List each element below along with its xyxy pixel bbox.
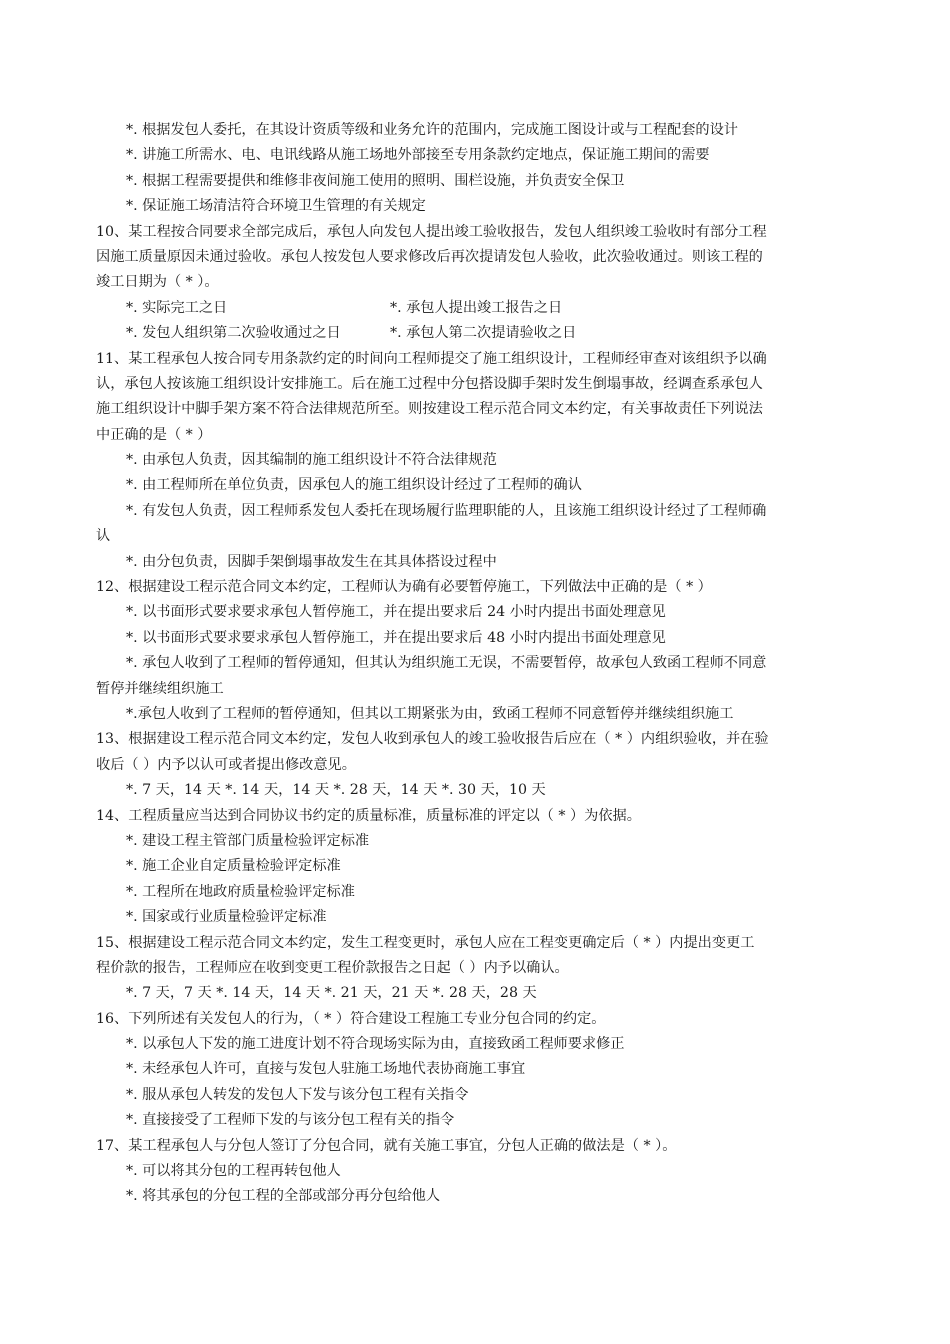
continuation-text: 暂停并继续组织施工 <box>96 680 224 697</box>
option-text: *. 根据发包人委托，在其设计资质等级和业务允许的范围内，完成施工图设计或与工程配套的设计 <box>126 122 738 138</box>
option-text: *. 发包人组织第二次验收通过之日 <box>126 325 341 342</box>
question-text: 因施工质量原因未通过验收。承包人按发包人要求修改后再次提请发包人验收，此次验收通过。则该工程的 <box>96 248 763 265</box>
option-text: *. 建设工程主管部门质量检验评定标准 <box>126 832 370 849</box>
document-page <box>0 118 950 1210</box>
option-text: *. 承包人收到了工程师的暂停通知，但其认为组织施工无误，不需要暂停，故承包人致函工程师不同意 <box>126 655 767 672</box>
question-text: 收后（ ）内予以认可或者提出修改意见。 <box>96 756 356 773</box>
option-text: *. 以承包人下发的施工进度计划不符合现场实际为由，直接致函工程师要求修正 <box>126 1036 625 1053</box>
option-text: *. 国家或行业质量检验评定标准 <box>126 909 327 926</box>
option-text: *. 工程所在地政府质量检验评定标准 <box>126 883 355 900</box>
option-text: *. 以书面形式要求要求承包人暂停施工，并在提出要求后 48 小时内提出书面处理意见 <box>126 629 666 646</box>
question-text: 15、根据建设工程示范合同文本约定，发生工程变更时，承包人应在工程变更确定后（ * ）内提出变更工 <box>96 934 755 951</box>
option-text: *. 由承包人负责，因其编制的施工组织设计不符合法律规范 <box>126 452 497 469</box>
option-text: *. 可以将其分包的工程再转包他人 <box>126 1163 341 1180</box>
continuation-text: 认 <box>96 528 111 545</box>
question-text: 12、根据建设工程示范合同文本约定，工程师认为确有必要暂停施工，下列做法中正确的是（ * ） <box>96 579 712 596</box>
option-text: *. 以书面形式要求要求承包人暂停施工，并在提出要求后 24 小时内提出书面处理意见 <box>126 604 666 621</box>
option-pair-row <box>0 296 950 321</box>
question-text: 14、工程质量应当达到合同协议书约定的质量标准，质量标准的评定以（ * ）为依据。 <box>96 807 641 824</box>
question-text: 13、根据建设工程示范合同文本约定，发包人收到承包人的竣工验收报告后应在（ * ）内组织验收，并在验 <box>96 731 769 748</box>
option-text: *.承包人收到了工程师的暂停通知，但其以工期紧张为由，致函工程师不同意暂停并继续组织施工 <box>126 705 734 722</box>
question-text: 17、某工程承包人与分包人签订了分包合同，就有关施工事宜，分包人正确的做法是（ * ）。 <box>96 1137 677 1154</box>
option-text: *. 保证施工场清洁符合环境卫生管理的有关规定 <box>126 198 426 215</box>
question-text: 16、下列所述有关发包人的行为，（ * ）符合建设工程施工专业分包合同的约定。 <box>96 1010 606 1027</box>
option-text: *. 未经承包人许可，直接与发包人驻施工场地代表协商施工事宜 <box>126 1061 526 1078</box>
option-text: *. 直接接受了工程师下发的与该分包工程有关的指令 <box>126 1112 455 1129</box>
option-text: *. 服从承包人转发的发包人下发与该分包工程有关指令 <box>126 1086 469 1103</box>
option-text: *. 根据工程需要提供和维修非夜间施工使用的照明、围栏设施，并负责安全保卫 <box>126 172 625 189</box>
option-text: *. 有发包人负责，因工程师系发包人委托在现场履行监理职能的人，且该施工组织设计经过了工程师确 <box>126 502 767 519</box>
question-text: 11、某工程承包人按合同专用条款约定的时间向工程师提交了施工组织设计，工程师经审查对该组织予以确 <box>96 350 767 367</box>
question-text: 程价款的报告，工程师应在收到变更工程价款报告之日起（ ）内予以确认。 <box>96 959 569 976</box>
option-text: *. 7 天，14 天 *. 14 天，14 天 *. 28 天，14 天 *. 30 天，10 天 <box>126 782 546 799</box>
question-text: 施工组织设计中脚手架方案不符合法律规范所至。则按建设工程示范合同文本约定，有关事故责任下列说法 <box>96 401 763 418</box>
option-text: *. 讲施工所需水、电、电讯线路从施工场地外部接至专用条款约定地点，保证施工期间的需要 <box>126 147 710 164</box>
question-text: 中正确的是（ * ） <box>96 426 212 443</box>
option-text: *. 承包人第二次提请验收之日 <box>390 325 577 342</box>
question-text: 认，承包人按该施工组织设计安排施工。后在施工过程中分包搭设脚手架时发生倒塌事故，经调查系承包人 <box>96 375 763 392</box>
option-text: *. 将其承包的分包工程的全部或部分再分包给他人 <box>126 1188 441 1205</box>
option-text: *. 7 天，7 天 *. 14 天，14 天 *. 21 天，21 天 *. 28 天，28 天 <box>126 985 537 1002</box>
option-text: *. 实际完工之日 <box>126 299 228 316</box>
question-text: 10、某工程按合同要求全部完成后，承包人向发包人提出竣工验收报告，发包人组织竣工验收时有部分工程 <box>96 223 767 240</box>
question-text: 竣工日期为（ * ）。 <box>96 274 219 291</box>
option-pair-row <box>0 321 950 346</box>
option-text: *. 由分包负责，因脚手架倒塌事故发生在其具体搭设过程中 <box>126 553 497 570</box>
option-text: *. 承包人提出竣工报告之日 <box>390 299 563 316</box>
option-text: *. 由工程师所在单位负责，因承包人的施工组织设计经过了工程师的确认 <box>126 477 582 494</box>
option-text: *. 施工企业自定质量检验评定标准 <box>126 858 341 875</box>
